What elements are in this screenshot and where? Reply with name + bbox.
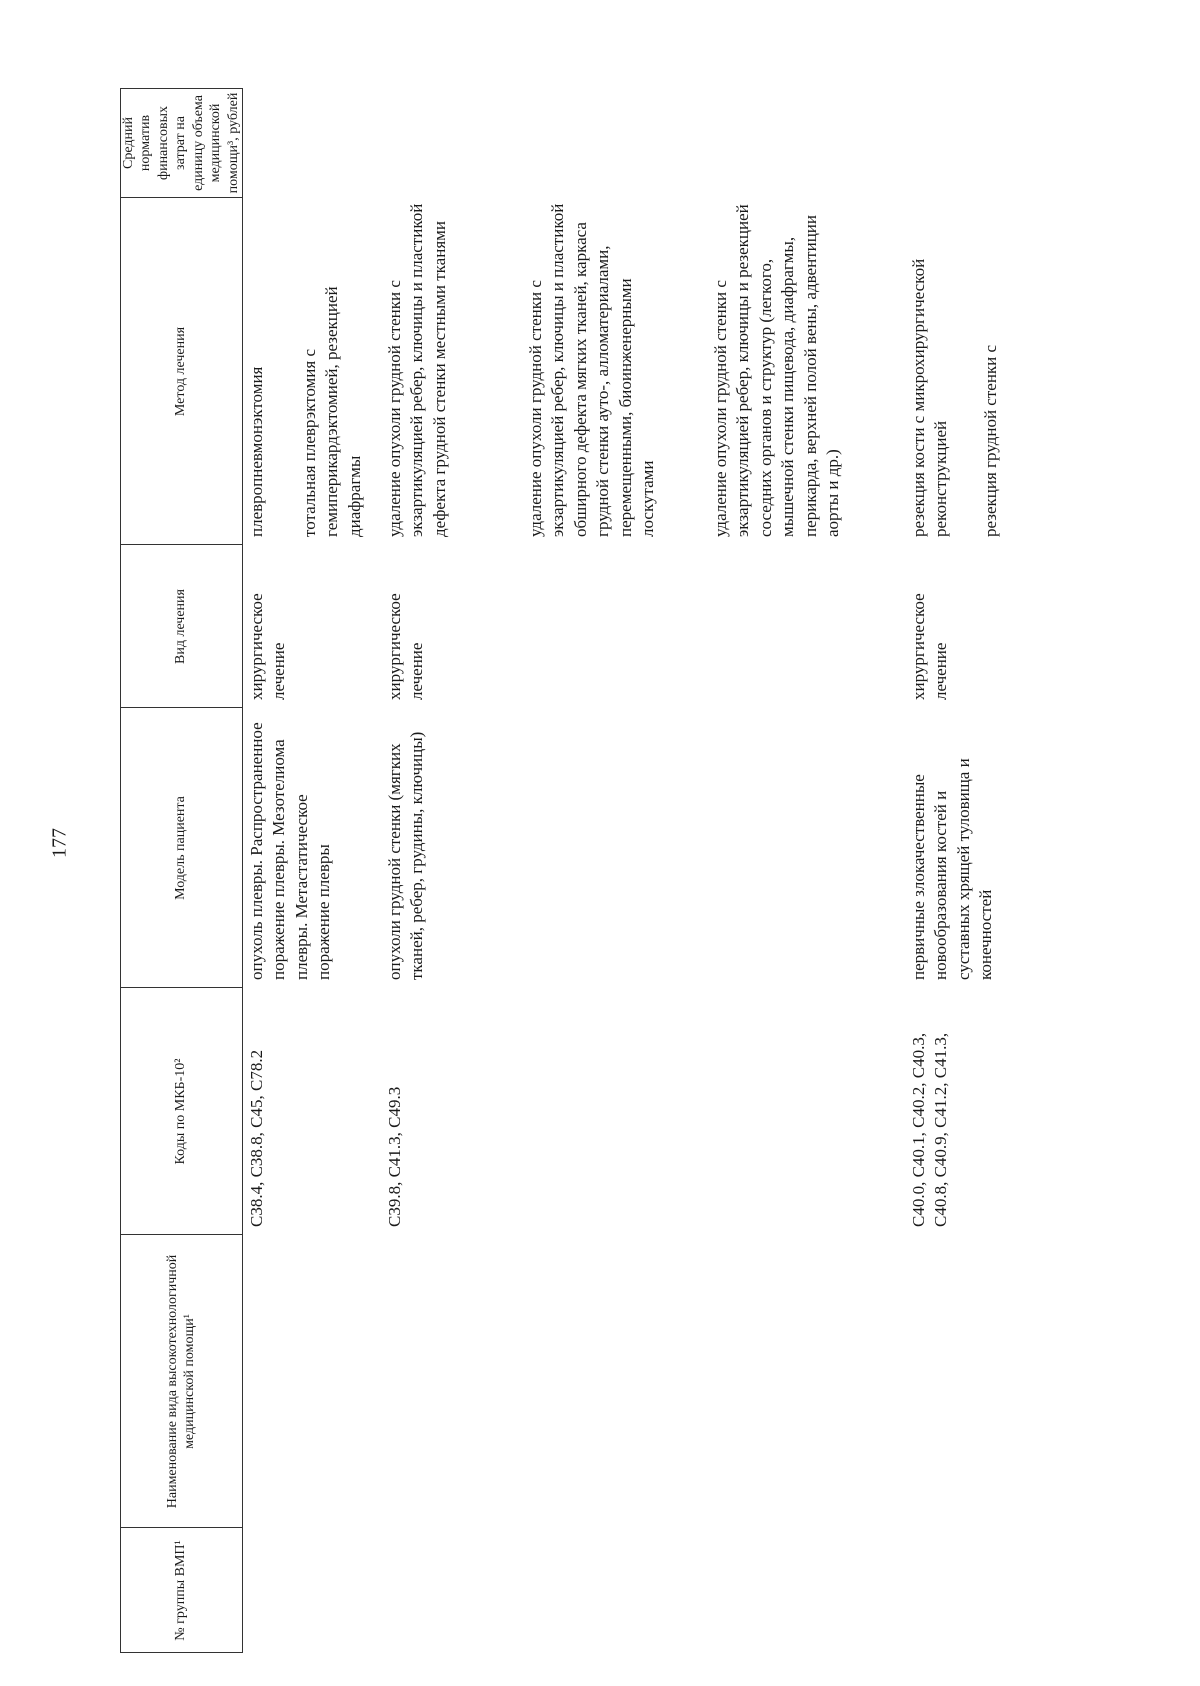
header-cost: Средний норматив финансовых затрат на единицу объема медицинской помощи³, рублей: [120, 92, 241, 194]
page-number: 177: [48, 828, 71, 858]
table-cell-method: удаление опухоли грудной стенки с экзартикуляцией ребер, ключицы и пластикой обширного дефекта мягких тканей, каркаса грудной стенки ауто-, алломатериалами, перемещенными, биоинженерными лоскутами: [526, 203, 658, 537]
table-cell-codes: C40.0, C40.1, C40.2, C40.3, C40.8, C40.9, C41.2, C41.3,: [909, 1032, 951, 1227]
table-cell-model: опухоль плевры. Распространенное поражение плевры. Мезотелиома плевры. Метастатическое поражение плевры: [247, 722, 334, 980]
table-cell-method: тотальная плеврэктомия с гемиперикардэктомией, резекцией диафрагмы: [300, 286, 364, 537]
table-cell-method: резекция кости с микрохирургической реконструкцией: [909, 258, 951, 537]
table-cell-model: опухоли грудной стенки (мягких тканей, ребер, грудины, ключицы): [385, 731, 427, 980]
table-cell-codes: C39.8, C41.3, C49.3: [385, 1086, 404, 1227]
header-method: Метод лечения: [173, 326, 189, 417]
table-sheet: [120, 88, 1200, 1653]
header-type: Вид лечения: [173, 589, 189, 664]
header-codes: Коды по МКБ-10²: [173, 1058, 189, 1165]
header-divider: [242, 88, 243, 1653]
table-cell-codes: C38.4, C38.8, C45, C78.2: [247, 1049, 266, 1227]
table-cell-type: хирургическое лечение: [385, 593, 427, 700]
table-cell-method: удаление опухоли грудной стенки с экзартикуляцией ребер, ключицы и резекцией соседних органов и структур (легкого, мышечной стенки пищевода, диафрагмы, перикарда, верхней полой вены, адвентиции аорты и др.): [711, 204, 843, 537]
header-model: Модель пациента: [173, 796, 189, 900]
table-cell-type: хирургическое лечение: [247, 593, 289, 700]
table-cell-method: плевропневмонэктомия: [247, 366, 266, 537]
table-cell-method: резекция грудной стенки с: [981, 344, 1000, 537]
header-name: Наименование вида высокотехнологичной медицинской помощи¹: [164, 1254, 197, 1509]
table-cell-model: первичные злокачественные новообразования костей и суставных хрящей туловища и конечностей: [909, 758, 996, 980]
header-group-no: № группы ВМП¹: [173, 1540, 189, 1641]
table-cell-type: хирургическое лечение: [909, 593, 951, 700]
table-cell-method: удаление опухоли грудной стенки с экзартикуляцией ребер, ключицы и пластикой дефекта грудной стенки местными тканями: [385, 203, 449, 537]
